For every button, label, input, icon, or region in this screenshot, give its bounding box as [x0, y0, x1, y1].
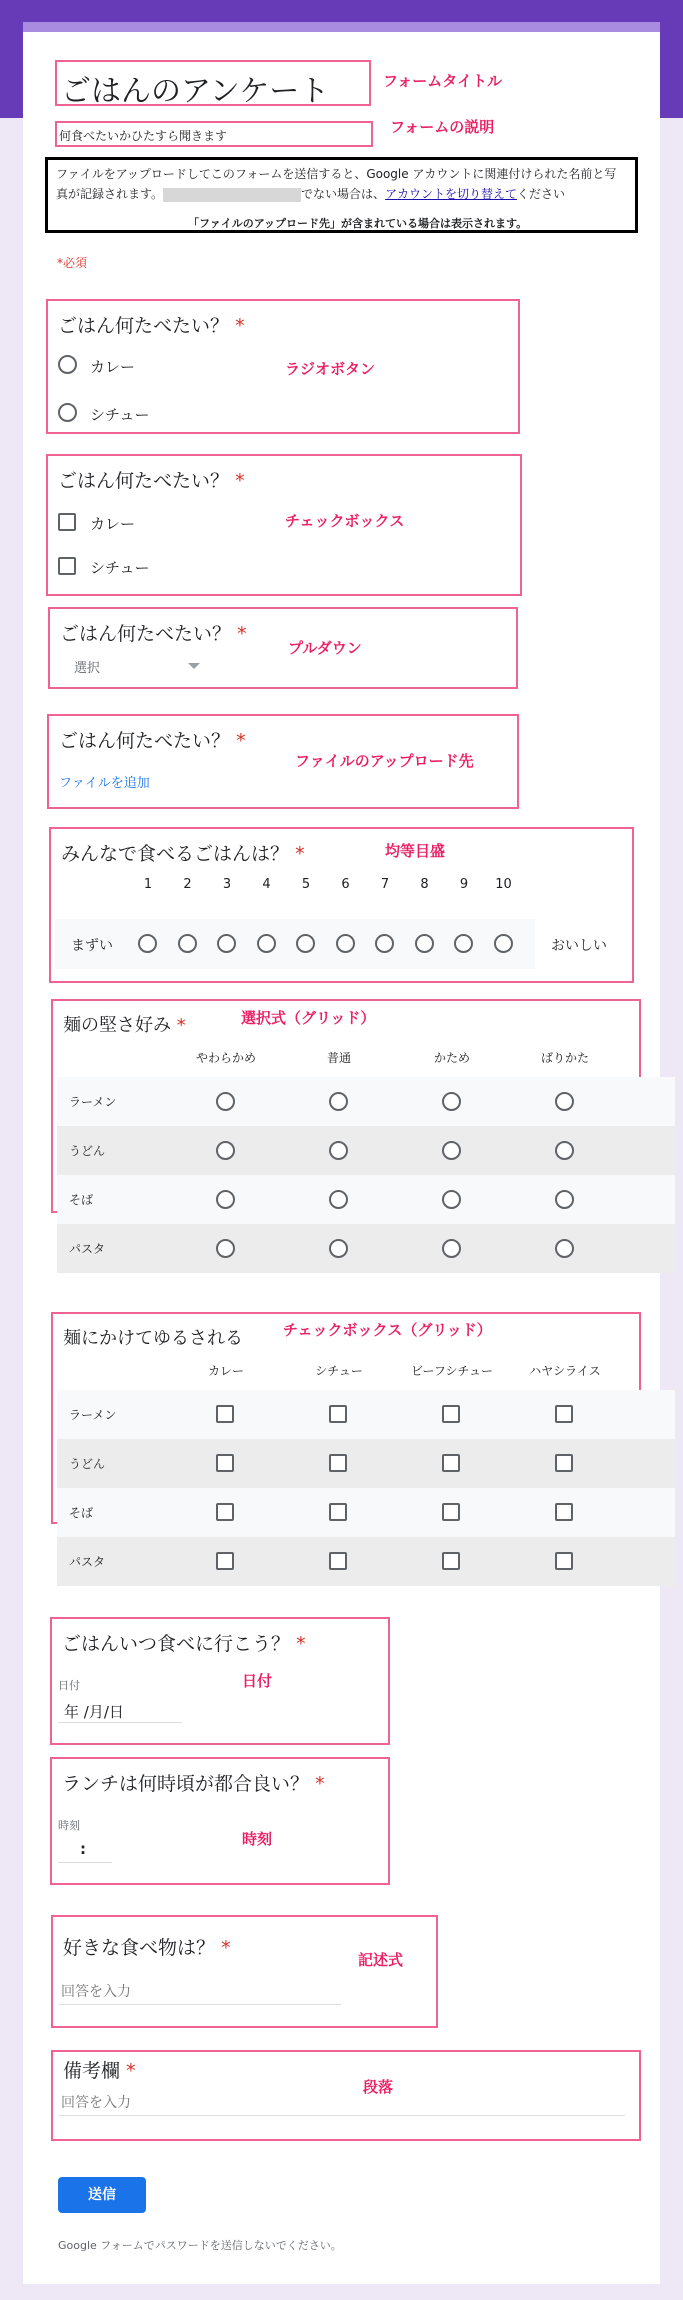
grid-column-header: かため [433, 1051, 470, 1065]
grid-column-header: ばりかた [540, 1051, 589, 1065]
scale-high-label: おいしい [551, 938, 607, 954]
grid-radio[interactable] [555, 1092, 574, 1111]
grid-row [57, 1224, 675, 1273]
required-note: *必須 [57, 256, 88, 270]
annotation-form-description: フォームの説明 [390, 118, 495, 136]
question-time [50, 1757, 390, 1885]
question-checkbox-grid [51, 1312, 641, 1569]
grid-radio[interactable] [442, 1141, 461, 1160]
date-input[interactable] [58, 1695, 182, 1723]
annotation-radio: ラジオボタン [285, 360, 376, 378]
grid-row-label: うどん [69, 1144, 106, 1158]
grid-radio[interactable] [555, 1190, 574, 1209]
short-answer-input[interactable] [59, 1979, 341, 2005]
required-mark: * [236, 730, 246, 752]
scale-radio-3[interactable] [217, 934, 236, 953]
grid-radio[interactable] [216, 1092, 235, 1111]
question-linear-scale [49, 827, 634, 983]
annotation-short-answer: 記述式 [358, 1951, 404, 1969]
required-mark: * [296, 1633, 306, 1655]
form-title-box [55, 60, 371, 109]
question-title: 麺にかけてゆるされる [63, 1328, 243, 1349]
grid-checkbox[interactable] [329, 1405, 347, 1423]
account-email-blurred [163, 188, 301, 202]
grid-row [57, 1537, 675, 1586]
grid-checkbox[interactable] [216, 1405, 234, 1423]
question-radio [46, 299, 520, 434]
grid-column-header: シチュー [315, 1364, 363, 1378]
paragraph-input[interactable] [59, 2090, 625, 2116]
grid-checkbox[interactable] [555, 1405, 573, 1423]
checkbox-curry[interactable] [58, 513, 76, 531]
grid-checkbox[interactable] [442, 1503, 460, 1521]
grid-row [57, 1439, 675, 1488]
scale-number: 3 [222, 877, 232, 892]
date-value: 年 /月/日 [64, 1703, 124, 1721]
grid-column-header: ビーフシチュー [410, 1364, 494, 1378]
question-title: 好きな食べ物は？ [63, 1937, 216, 1959]
grid-radio[interactable] [216, 1141, 235, 1160]
radio-curry[interactable] [58, 355, 77, 374]
form-title: ごはんのアンケート [61, 74, 330, 109]
grid-row-label: パスタ [69, 1242, 106, 1256]
required-mark: * [295, 843, 305, 865]
grid-radio[interactable] [329, 1239, 348, 1258]
submit-button[interactable] [58, 2177, 146, 2213]
grid-radio[interactable] [329, 1190, 348, 1209]
scale-low-label: まずい [71, 938, 113, 954]
notice-text: ファイルをアップロードしてこのフォームを送信すると、Google アカウントに関連付けられた名前と写真が記録されます。 [56, 167, 617, 201]
scale-radio-9[interactable] [454, 934, 473, 953]
notice-text-middle: でない場合は、 [301, 187, 386, 201]
dropdown-select[interactable] [64, 653, 200, 679]
scale-radio-8[interactable] [415, 934, 434, 953]
annotation-date: 日付 [242, 1672, 273, 1690]
required-mark: * [237, 623, 247, 645]
radio-stew[interactable] [58, 403, 77, 422]
grid-column-header: 普通 [326, 1051, 351, 1065]
annotation-linear-scale: 均等目盛 [385, 842, 446, 860]
scale-radio-2[interactable] [178, 934, 197, 953]
grid-radio[interactable] [216, 1239, 235, 1258]
question-title: ごはん何たべたい？ [58, 470, 230, 492]
grid-row-label: そば [69, 1506, 94, 1520]
annotation-dropdown: プルダウン [288, 639, 362, 657]
grid-checkbox[interactable] [442, 1405, 460, 1423]
grid-radio[interactable] [555, 1239, 574, 1258]
scale-number: 4 [262, 877, 271, 892]
scale-number: 1 [143, 877, 153, 892]
question-checkbox [46, 454, 522, 596]
time-input[interactable] [58, 1835, 112, 1863]
grid-checkbox[interactable] [442, 1454, 460, 1472]
checkbox-stew[interactable] [58, 557, 76, 575]
scale-radio-4[interactable] [257, 934, 276, 953]
grid-checkbox[interactable] [329, 1454, 347, 1472]
grid-row-label: そば [69, 1193, 94, 1207]
grid-radio[interactable] [329, 1141, 348, 1160]
grid-checkbox[interactable] [442, 1552, 460, 1570]
question-title: ごはん何たべたい？ [58, 315, 230, 337]
form-card [23, 22, 660, 2284]
scale-radio-1[interactable] [138, 934, 157, 953]
question-title: 備考欄 [63, 2060, 121, 2082]
option-label: カレー [90, 358, 136, 376]
form-description-box [55, 121, 373, 147]
question-title: ごはん何たべたい？ [59, 730, 231, 752]
notice-annotation: 「ファイルのアップロード先」が含まれている場合は表示されます。 [188, 217, 528, 230]
grid-radio[interactable] [329, 1092, 348, 1111]
required-mark: * [235, 470, 245, 492]
switch-account-link[interactable]: アカウントを切り替えて [385, 187, 517, 201]
grid-radio[interactable] [442, 1190, 461, 1209]
option-label: カレー [90, 515, 136, 533]
grid-row [57, 1077, 675, 1126]
question-dropdown [48, 607, 518, 689]
question-title: ランチは何時頃が都合良い？ [62, 1773, 310, 1795]
grid-column-header: カレー [207, 1364, 244, 1378]
time-label: 時刻 [58, 1819, 80, 1832]
option-label: シチュー [90, 559, 150, 577]
grid-checkbox[interactable] [555, 1454, 573, 1472]
grid-checkbox[interactable] [555, 1552, 573, 1570]
annotation-paragraph: 段落 [363, 2078, 394, 2096]
grid-radio[interactable] [216, 1190, 235, 1209]
grid-checkbox[interactable] [216, 1454, 234, 1472]
scale-radio-6[interactable] [336, 934, 355, 953]
question-title: ごはんいつ食べに行こう？ [62, 1633, 291, 1655]
grid-checkbox[interactable] [216, 1503, 234, 1521]
grid-row [57, 1390, 675, 1439]
scale-number: 8 [420, 877, 429, 892]
question-title: 麺の堅さ好み [63, 1015, 171, 1036]
question-short-answer [51, 1915, 438, 2028]
required-mark: * [315, 1773, 325, 1795]
scale-number: 10 [495, 877, 512, 892]
date-label: 日付 [58, 1679, 80, 1692]
scale-number: 9 [459, 877, 469, 892]
notice-text-after: ください [516, 187, 565, 201]
grid-row-label: パスタ [69, 1555, 106, 1569]
grid-checkbox[interactable] [329, 1503, 347, 1521]
question-choice-grid [51, 999, 641, 1256]
account-notice [45, 157, 638, 233]
option-label: シチュー [90, 406, 150, 424]
dropdown-value: 選択 [74, 661, 101, 676]
grid-radio[interactable] [555, 1141, 574, 1160]
grid-row [57, 1488, 675, 1537]
required-mark: * [126, 2060, 136, 2082]
question-paragraph [51, 2050, 641, 2141]
grid-column-header: ハヤシライス [529, 1364, 601, 1378]
scale-radio-7[interactable] [375, 934, 394, 953]
footer-note: Google フォームでパスワードを送信しないでください。 [58, 2239, 342, 2252]
scale-number: 6 [341, 877, 350, 892]
submit-label: 送信 [88, 2187, 116, 2203]
scale-number: 2 [183, 877, 192, 892]
scale-radio-5[interactable] [296, 934, 315, 953]
question-title: ごはん何たべたい？ [60, 623, 232, 645]
grid-radio[interactable] [442, 1092, 461, 1111]
grid-checkbox[interactable] [329, 1552, 347, 1570]
grid-checkbox[interactable] [555, 1503, 573, 1521]
question-title: みんなで食べるごはんは？ [61, 843, 290, 865]
required-mark: * [235, 315, 245, 337]
grid-row [57, 1126, 675, 1175]
annotation-form-title: フォームタイトル [383, 72, 502, 90]
time-value: : [80, 1840, 86, 1858]
grid-row [57, 1175, 675, 1224]
annotation-choice-grid: 選択式（グリッド） [241, 1009, 376, 1027]
grid-radio[interactable] [442, 1239, 461, 1258]
annotation-file-upload: ファイルのアップロード先 [295, 752, 474, 770]
annotation-checkbox: チェックボックス [285, 512, 405, 530]
required-mark: * [176, 1015, 186, 1036]
scale-number: 7 [380, 877, 390, 892]
grid-row-label: うどん [69, 1457, 106, 1471]
question-date [50, 1617, 390, 1745]
add-file-button[interactable]: ファイルを追加 [59, 776, 150, 791]
dropdown-arrow-icon [188, 663, 200, 669]
grid-checkbox[interactable] [216, 1552, 234, 1570]
grid-row-label: ラーメン [69, 1095, 117, 1109]
annotation-time: 時刻 [242, 1830, 273, 1848]
grid-row-label: ラーメン [69, 1408, 117, 1422]
scale-number: 5 [301, 877, 311, 892]
required-mark: * [221, 1937, 231, 1959]
annotation-checkbox-grid: チェックボックス（グリッド） [283, 1321, 492, 1339]
grid-column-header: やわらかめ [195, 1051, 256, 1065]
form-description: 何食べたいかひたすら聞きます [59, 129, 228, 143]
scale-radio-10[interactable] [494, 934, 513, 953]
